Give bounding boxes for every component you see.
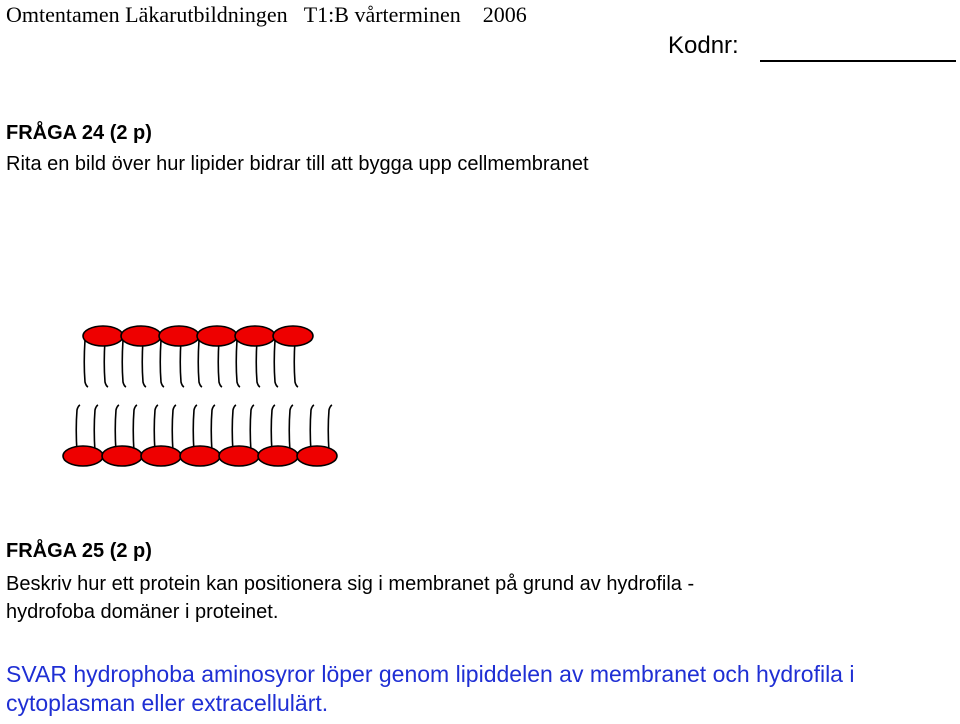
answer-line-2: cytoplasman eller extracellulärt. [6, 690, 329, 716]
question-25-title: FRÅGA 25 (2 p) [6, 540, 152, 562]
question-25-line-2: hydrofoba domäner i proteinet. [6, 601, 279, 623]
lipid-tail [328, 405, 332, 452]
lipid-tail [218, 340, 222, 387]
lipid-tail [271, 405, 275, 452]
lipid-head [159, 326, 199, 346]
lipid-tail [94, 405, 98, 452]
question-25-text [6, 572, 694, 624]
lipid-head [235, 326, 275, 346]
answer-line-1: SVAR hydrophoba aminosyror löper genom lipiddelen av membranet och hydrofila i [6, 661, 855, 687]
lipid-head [121, 326, 161, 346]
page-header: Omtentamen Läkarutbildningen T1:B vårterminen 2006 [6, 2, 527, 27]
lipid-tail [310, 405, 314, 452]
lipid-tail [211, 405, 215, 452]
lipid-head [258, 446, 298, 466]
lipid-head [197, 326, 237, 346]
lipid-tail [236, 340, 240, 387]
lipid-head [63, 446, 103, 466]
lipid-head [297, 446, 337, 466]
lipid-tail [133, 405, 137, 452]
lipid-head [219, 446, 259, 466]
lipid-tail [232, 405, 236, 452]
lipid-tail [193, 405, 197, 452]
lipid-tail [180, 340, 184, 387]
lipid-head [83, 326, 123, 346]
kodnr-answer-line [760, 60, 956, 62]
lipid-tail [142, 340, 146, 387]
question-24-title: FRÅGA 24 (2 p) [6, 122, 152, 144]
lipid-tail [289, 405, 293, 452]
lipid-tail [198, 340, 202, 387]
lipid-tail [154, 405, 158, 452]
lipid-tail [172, 405, 176, 452]
lipid-tail [274, 340, 278, 387]
kodnr-label: Kodnr: [668, 32, 739, 59]
lipid-head [102, 446, 142, 466]
lipid-tail [84, 340, 88, 387]
lipid-tail [104, 340, 108, 387]
question-24-text: Rita en bild över hur lipider bidrar till att bygga upp cellmembranet [6, 153, 589, 175]
lipid-head [180, 446, 220, 466]
answer-text [6, 660, 960, 718]
lipid-tail [256, 340, 260, 387]
question-25-line-1: Beskriv hur ett protein kan positionera sig i membranet på grund av hydrofila - [6, 573, 695, 595]
lipid-tail [115, 405, 119, 452]
lipid-tail [122, 340, 126, 387]
lipid-bilayer-figure [0, 310, 360, 475]
lipid-tail [250, 405, 254, 452]
lipid-tail [76, 405, 80, 452]
lipid-head [141, 446, 181, 466]
lipid-head [273, 326, 313, 346]
lipid-tail [294, 340, 298, 387]
lipid-tail [160, 340, 164, 387]
